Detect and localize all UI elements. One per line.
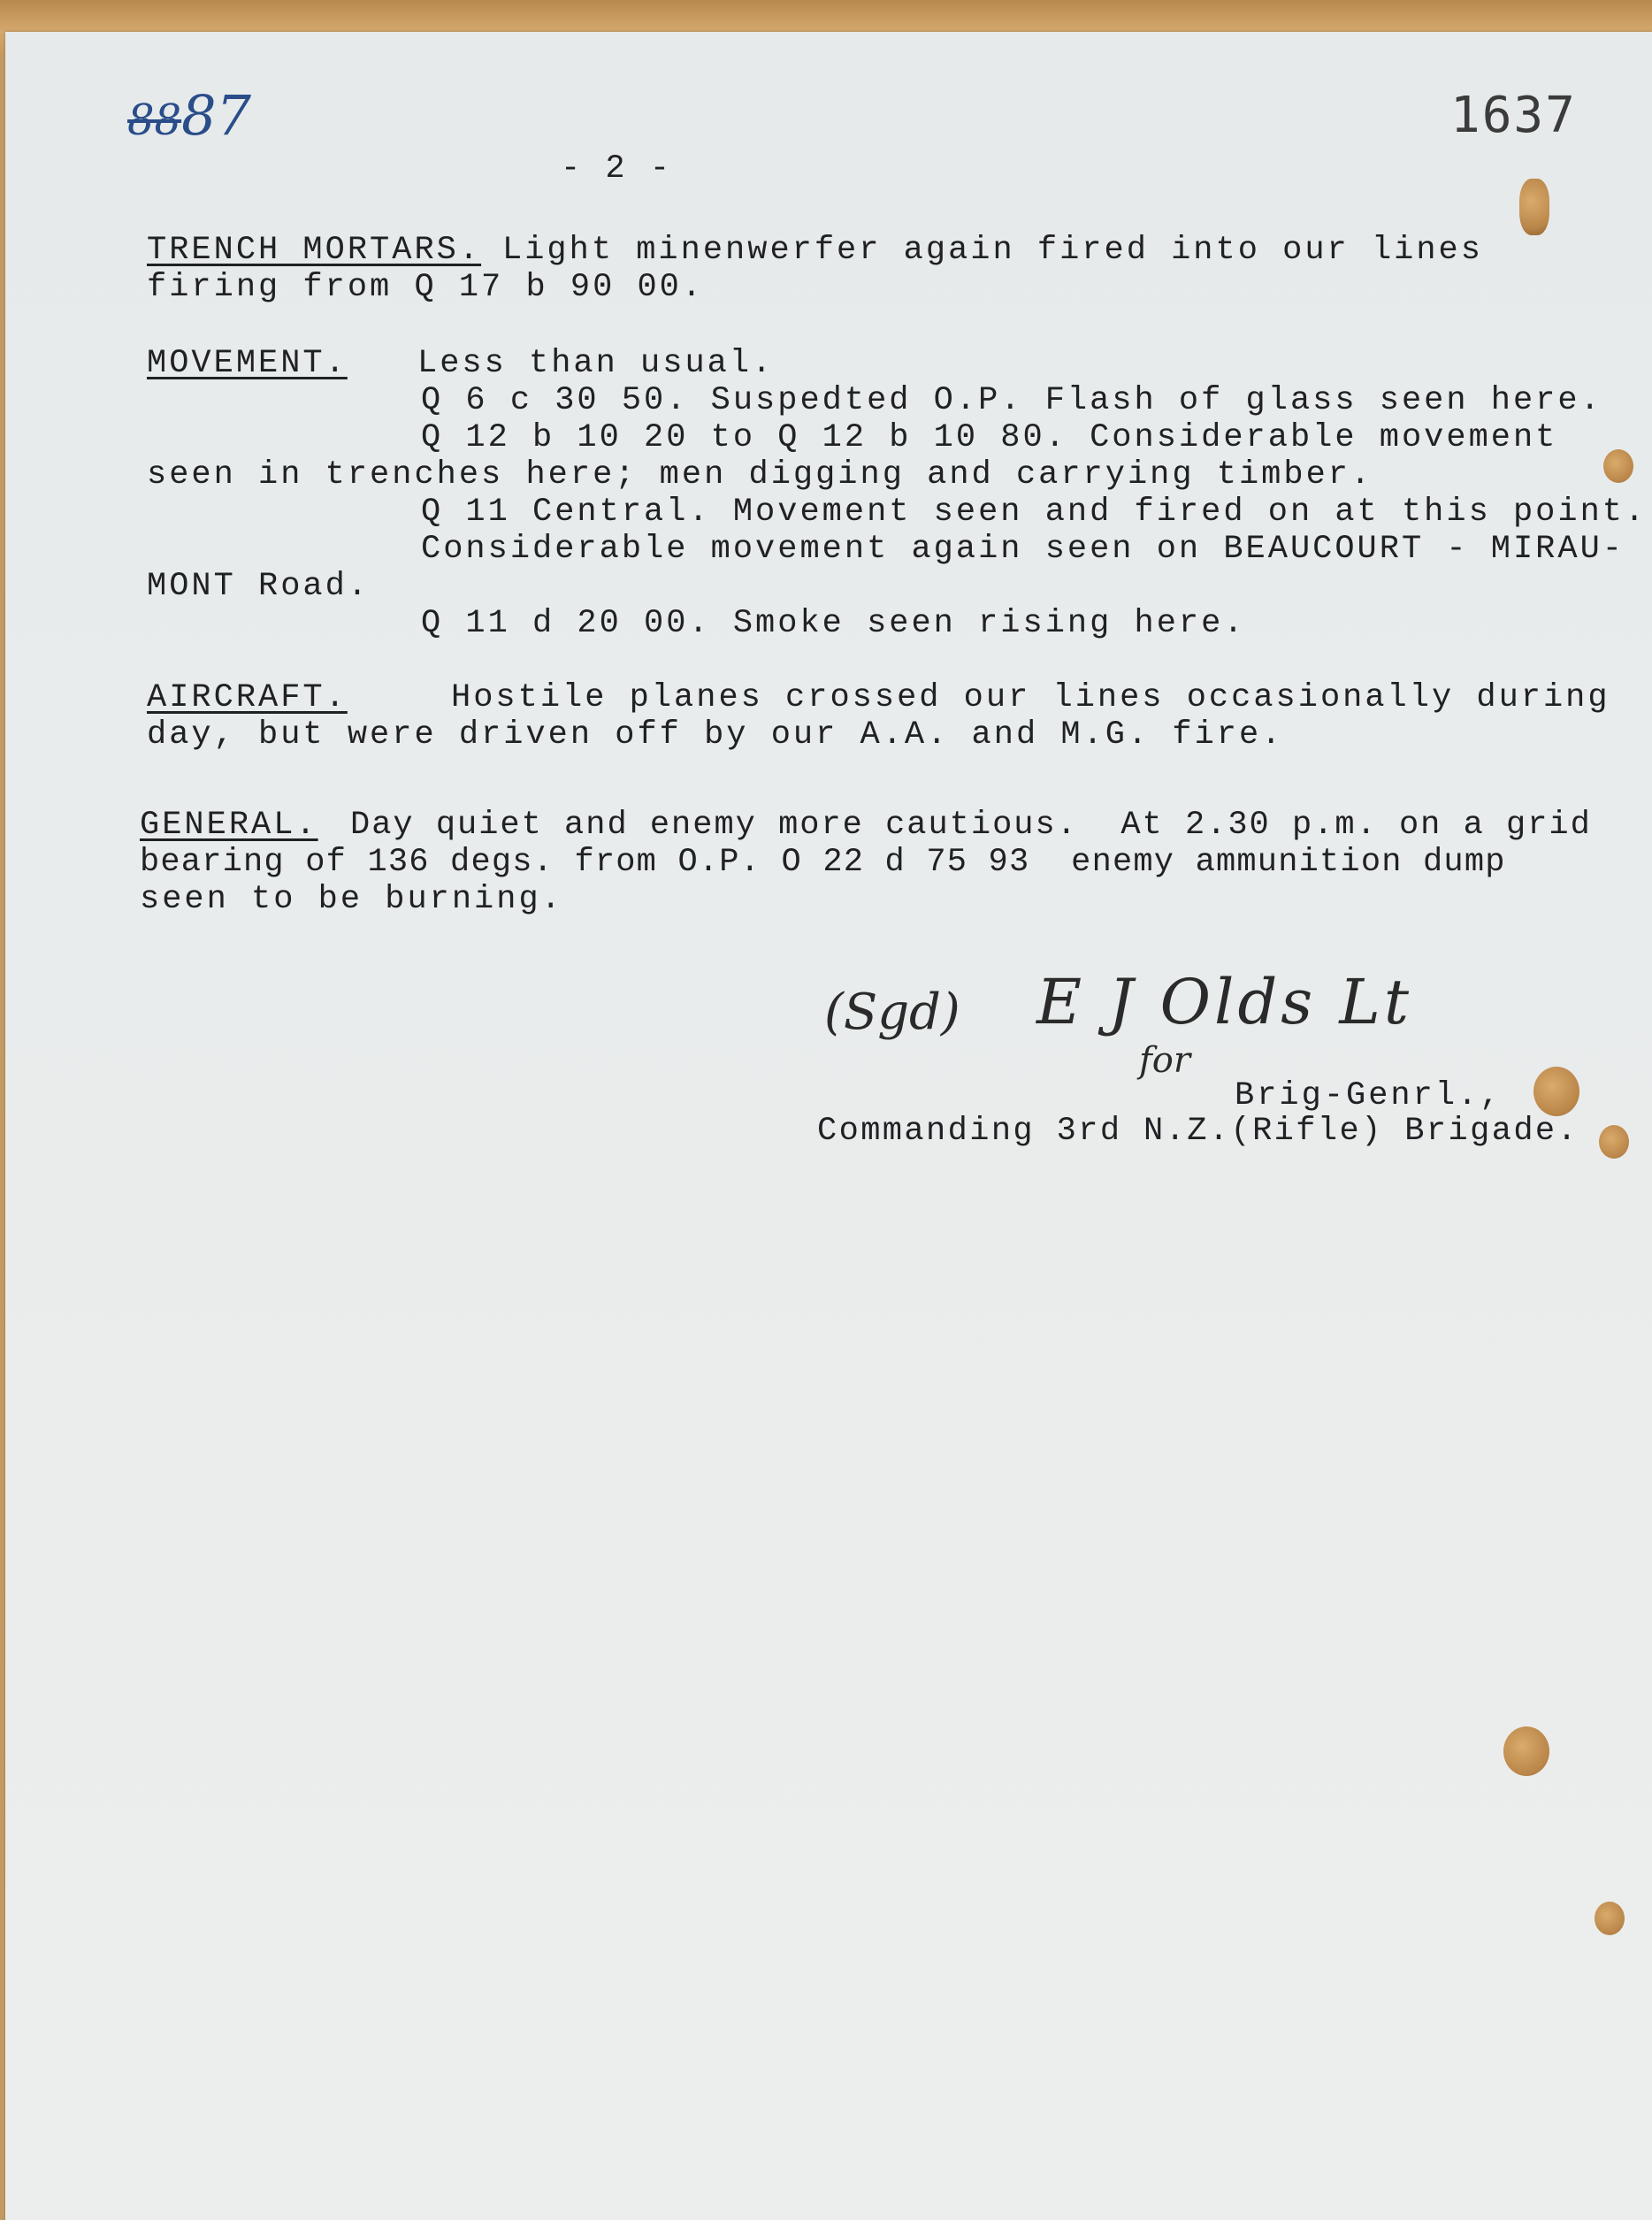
movement-line8: Q 11 d 20 00. Smoke seen rising here.: [421, 605, 1246, 642]
signature-rank: Brig-Genrl.,: [1235, 1077, 1503, 1114]
aircraft-line2: day, but were driven off by our A.A. and M.G. fire.: [147, 716, 1284, 754]
reference-number-new: 87: [181, 83, 251, 148]
signed-mark: (Sgd): [824, 984, 960, 1041]
punch-hole: [1595, 1902, 1625, 1935]
page-number: - 2 -: [561, 150, 673, 188]
general-line2: bearing of 136 degs. from O.P. O 22 d 75 93 enemy ammunition dump: [140, 844, 1506, 881]
aircraft-heading: AIRCRAFT.: [147, 679, 348, 716]
movement-line2: Q 6 c 30 50. Suspedted O.P. Flash of glass seen here.: [421, 382, 1602, 419]
general-line3: seen to be burning.: [140, 881, 563, 918]
movement-line7: MONT Road.: [147, 568, 371, 605]
trench-mortars-heading: TRENCH MORTARS.: [147, 232, 482, 269]
punch-hole: [1603, 449, 1633, 483]
signature-unit: Commanding 3rd N.Z.(Rifle) Brigade.: [817, 1113, 1579, 1150]
reference-number: [127, 83, 251, 148]
punch-hole: [1519, 179, 1549, 235]
punch-hole: [1503, 1726, 1549, 1776]
document-page: [5, 32, 1652, 2220]
general-heading: GENERAL.: [140, 807, 318, 844]
movement-line6: Considerable movement again seen on BEAUCOURT - MIRAU-: [421, 531, 1625, 568]
movement-line3: Q 12 b 10 20 to Q 12 b 10 80. Considerable movement: [421, 419, 1558, 456]
signature-for: for: [1139, 1040, 1191, 1081]
general-line1: Day quiet and enemy more cautious. At 2.30 p.m. on a grid: [350, 807, 1592, 844]
punch-hole: [1533, 1067, 1579, 1116]
movement-line5: Q 11 Central. Movement seen and fired on at this point.: [421, 494, 1648, 531]
movement-line4: seen in trenches here; men digging and carrying timber.: [147, 456, 1373, 494]
punch-hole: [1599, 1125, 1629, 1159]
movement-line1: Less than usual.: [417, 345, 775, 382]
aircraft-line1: Hostile planes crossed our lines occasionally during: [451, 679, 1610, 716]
trench-mortars-line1: Light minenwerfer again fired into our lines: [502, 232, 1483, 269]
reference-number-struck: 88: [127, 96, 182, 145]
movement-heading: MOVEMENT.: [147, 345, 348, 382]
folio-number: 1637: [1450, 87, 1577, 144]
trench-mortars-line2: firing from Q 17 b 90 00.: [147, 269, 705, 306]
signature-name: E J Olds Lt: [1036, 966, 1413, 1038]
